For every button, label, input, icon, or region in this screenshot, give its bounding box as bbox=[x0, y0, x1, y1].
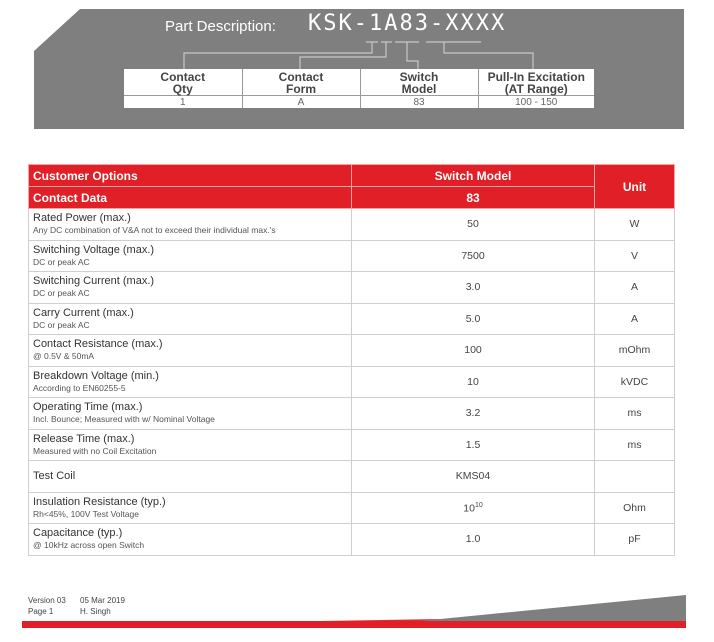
table-row bbox=[29, 398, 675, 430]
table-row bbox=[29, 366, 675, 398]
param-unit: mOhm bbox=[595, 335, 675, 367]
contact-form-value: A bbox=[242, 96, 360, 109]
param-value: 100 bbox=[352, 335, 595, 367]
param-unit: ms bbox=[595, 429, 675, 461]
param-note: DC or peak AC bbox=[33, 319, 90, 330]
param-value: KMS04 bbox=[352, 461, 595, 493]
param-unit: A bbox=[595, 272, 675, 304]
switch-model-header: Switch Model bbox=[360, 69, 478, 96]
revision-date: 05 Mar 2019 bbox=[80, 596, 125, 605]
param-name: Release Time (max.) bbox=[33, 432, 135, 445]
param-unit bbox=[595, 461, 675, 493]
part-number-switch-model: 83 bbox=[399, 11, 430, 36]
footer-info bbox=[28, 595, 125, 617]
unit-column-header: Unit bbox=[595, 165, 675, 209]
param-name: Switching Current (max.) bbox=[33, 275, 155, 288]
param-name: Test Coil bbox=[33, 469, 76, 482]
part-description-table bbox=[124, 69, 594, 108]
switch-model-value: 83 bbox=[360, 96, 478, 109]
switch-model-column-header: Switch Model bbox=[352, 165, 595, 187]
param-name: Contact Resistance (max.) bbox=[33, 338, 163, 351]
param-value-exponent: 10 bbox=[474, 501, 483, 509]
param-note: Incl. Bounce; Measured with w/ Nominal Voltage bbox=[33, 414, 215, 425]
param-value: 1.0 bbox=[352, 524, 595, 556]
contact-qty-value: 1 bbox=[124, 96, 242, 109]
param-unit: kVDC bbox=[595, 366, 675, 398]
param-value bbox=[352, 492, 595, 524]
table-row bbox=[29, 461, 675, 493]
table-row bbox=[29, 240, 675, 272]
table-row bbox=[29, 209, 675, 241]
part-number-prefix: KSK bbox=[308, 11, 354, 36]
table-row bbox=[29, 272, 675, 304]
part-number-dash: - bbox=[430, 11, 446, 36]
table-row bbox=[29, 303, 675, 335]
table-row bbox=[29, 335, 675, 367]
param-value: 1.5 bbox=[352, 429, 595, 461]
page-label: Page 1 bbox=[28, 607, 54, 616]
param-value: 7500 bbox=[352, 240, 595, 272]
part-number-excitation: XXXX bbox=[445, 11, 507, 36]
table-row bbox=[29, 524, 675, 556]
pull-in-excitation-header: Pull-In Excitation (AT Range) bbox=[478, 69, 594, 96]
param-name: Switching Voltage (max.) bbox=[33, 243, 155, 256]
param-unit: pF bbox=[595, 524, 675, 556]
param-name: Rated Power (max.) bbox=[33, 212, 131, 225]
part-number-contact-form: A bbox=[384, 11, 400, 36]
param-unit: Ohm bbox=[595, 492, 675, 524]
param-unit: W bbox=[595, 209, 675, 241]
param-note: Rh<45%, 100V Test Voltage bbox=[33, 508, 139, 519]
param-note: DC or peak AC bbox=[33, 256, 90, 267]
param-note: @ 0.5V & 50mA bbox=[33, 351, 95, 362]
param-value: 3.0 bbox=[352, 272, 595, 304]
param-value: 5.0 bbox=[352, 303, 595, 335]
author: H. Singh bbox=[80, 607, 111, 616]
param-name: Insulation Resistance (typ.) bbox=[33, 495, 166, 508]
table-row bbox=[29, 492, 675, 524]
param-unit: A bbox=[595, 303, 675, 335]
param-value: 10 bbox=[352, 366, 595, 398]
param-value-base: 10 bbox=[463, 502, 475, 514]
contact-data-header: Contact Data bbox=[29, 187, 352, 209]
part-number-contact-qty: 1 bbox=[369, 11, 385, 36]
param-name: Capacitance (typ.) bbox=[33, 527, 123, 540]
part-description-banner bbox=[34, 9, 684, 129]
param-unit: ms bbox=[595, 398, 675, 430]
param-note: Any DC combination of V&A not to exceed their individual max.'s bbox=[33, 225, 276, 236]
contact-data-table bbox=[28, 164, 675, 556]
part-number-dash: - bbox=[353, 11, 369, 36]
param-note: Measured with no Coil Excitation bbox=[33, 445, 157, 456]
param-name: Carry Current (max.) bbox=[33, 306, 134, 319]
model-number-header: 83 bbox=[352, 187, 595, 209]
param-unit: V bbox=[595, 240, 675, 272]
param-value: 3.2 bbox=[352, 398, 595, 430]
contact-qty-header: Contact Qty bbox=[160, 69, 206, 96]
version-label: Version 03 bbox=[28, 596, 66, 605]
pull-in-excitation-value: 100 - 150 bbox=[478, 96, 594, 109]
table-row bbox=[29, 429, 675, 461]
param-value: 50 bbox=[352, 209, 595, 241]
param-name: Breakdown Voltage (min.) bbox=[33, 369, 159, 382]
param-note: @ 10kHz across open Switch bbox=[33, 540, 145, 551]
param-name: Operating Time (max.) bbox=[33, 401, 143, 414]
contact-form-header: Contact Form bbox=[242, 69, 360, 96]
param-note: DC or peak AC bbox=[33, 288, 90, 299]
part-description-label: Part Description: bbox=[165, 18, 276, 35]
customer-options-header: Customer Options bbox=[29, 165, 352, 187]
param-note: According to EN60255-5 bbox=[33, 382, 126, 393]
